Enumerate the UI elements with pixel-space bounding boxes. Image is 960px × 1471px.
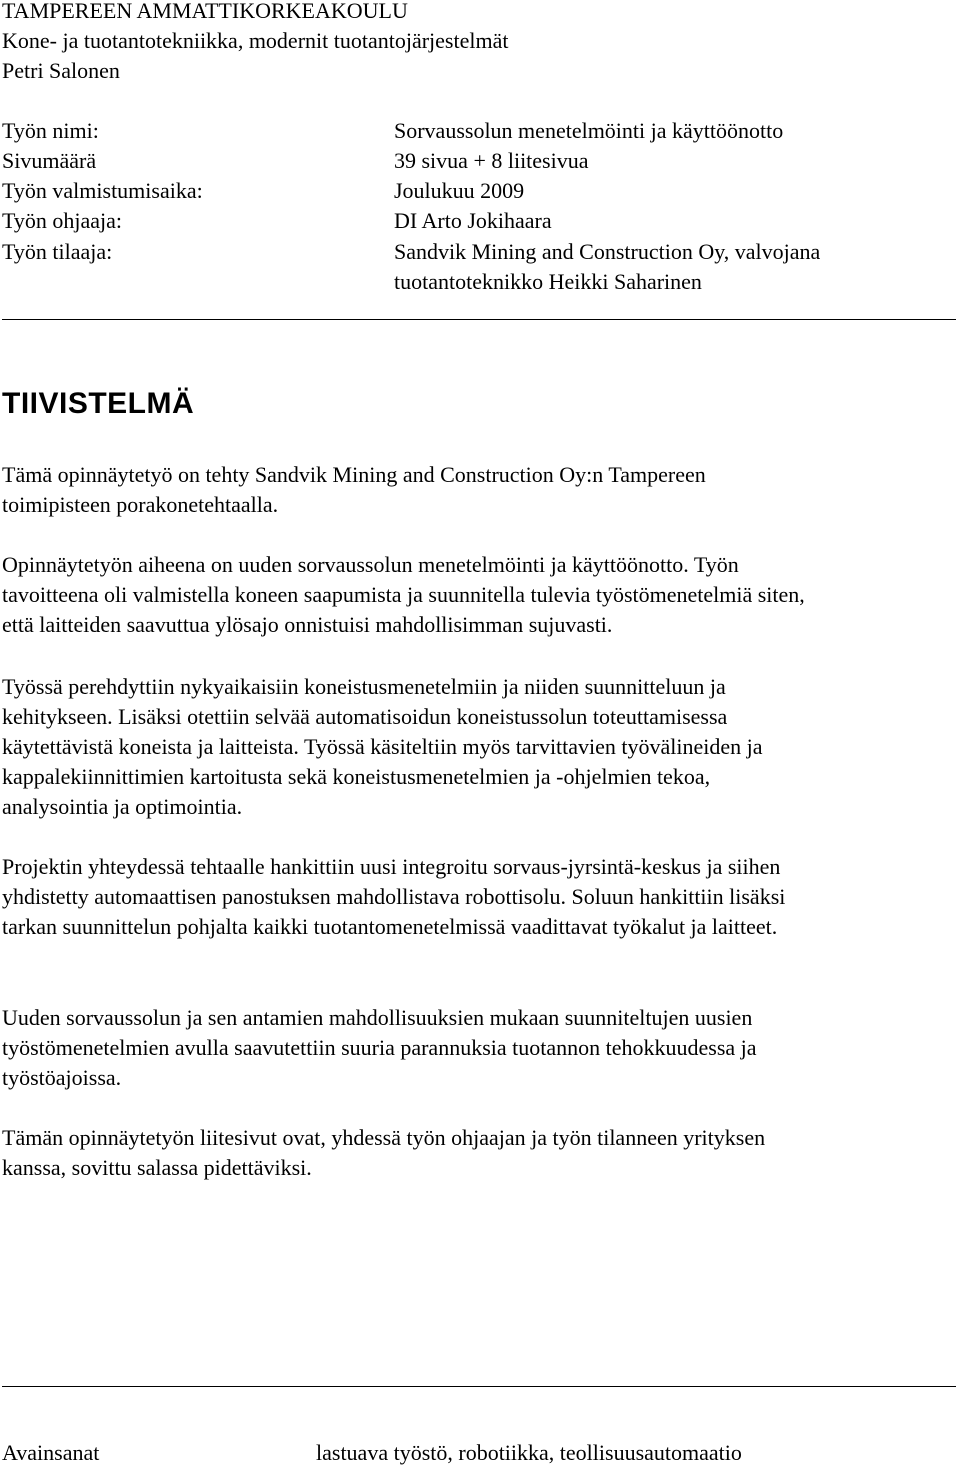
paragraph-line: Työssä perehdyttiin nykyaikaisiin koneistusmenetelmiin ja niiden suunnitteluun ja bbox=[2, 674, 726, 699]
meta-value-client: Sandvik Mining and Construction Oy, valvojana bbox=[394, 239, 821, 264]
divider-bottom bbox=[2, 1386, 956, 1387]
abstract-paragraph-3 bbox=[2, 672, 958, 822]
paragraph-line: Projektin yhteydessä tehtaalle hankittiin uusi integroitu sorvaus-jyrsintä-keskus ja siihen bbox=[2, 854, 781, 879]
paragraph-line: kanssa, sovittu salassa pidettäviksi. bbox=[2, 1155, 312, 1180]
paragraph-line: kehitykseen. Lisäksi otettiin selvää automatisoidun koneistussolun toteuttamisessa bbox=[2, 704, 728, 729]
paragraph-line: analysointia ja optimointia. bbox=[2, 794, 243, 819]
author-name: Petri Salonen bbox=[2, 58, 120, 83]
meta-value-title: Sorvaussolun menetelmöinti ja käyttöönotto bbox=[394, 118, 784, 143]
school-name: TAMPEREEN AMMATTIKORKEAKOULU bbox=[2, 0, 408, 23]
paragraph-line: Tämä opinnäytetyö on tehty Sandvik Mining and Construction Oy:n Tampereen bbox=[2, 462, 706, 487]
keywords-label: Avainsanat bbox=[2, 1440, 100, 1465]
divider-top bbox=[2, 319, 956, 320]
meta-value-pages: 39 sivua + 8 liitesivua bbox=[394, 148, 589, 173]
paragraph-line: tavoitteena oli valmistella koneen saapumista ja suunnitella tulevia työstömenetelmiä siten, bbox=[2, 582, 805, 607]
paragraph-line: yhdistetty automaattisen panostuksen mahdollistava robottisolu. Soluun hankittiin lisäksi bbox=[2, 884, 786, 909]
meta-label-client: Työn tilaaja: bbox=[2, 239, 113, 264]
abstract-paragraph-1 bbox=[2, 460, 958, 520]
paragraph-line: käytettävistä koneista ja laitteista. Työssä käsiteltiin myös tarvittavien työvälineiden ja bbox=[2, 734, 763, 759]
paragraph-line: Tämän opinnäytetyön liitesivut ovat, yhdessä työn ohjaajan ja työn tilanneen yrityksen bbox=[2, 1125, 766, 1150]
meta-label-completion: Työn valmistumisaika: bbox=[2, 178, 203, 203]
abstract-paragraph-5 bbox=[2, 1003, 958, 1093]
abstract-heading: TIIVISTELMÄ bbox=[2, 387, 195, 420]
degree-program: Kone- ja tuotantotekniikka, modernit tuotantojärjestelmät bbox=[2, 28, 509, 53]
paragraph-line: Uuden sorvaussolun ja sen antamien mahdollisuuksien mukaan suunniteltujen uusien bbox=[2, 1005, 753, 1030]
abstract-paragraph-4 bbox=[2, 852, 958, 942]
paragraph-line: tarkan suunnittelun pohjalta kaikki tuotantomenetelmissä vaadittavat työkalut ja laitteet. bbox=[2, 914, 778, 939]
paragraph-line: kappalekiinnittimien kartoitusta sekä koneistusmenetelmien ja -ohjelmien tekoa, bbox=[2, 764, 711, 789]
keywords-value: lastuava työstö, robotiikka, teollisuusautomaatio bbox=[316, 1440, 742, 1465]
meta-value-client-line2: tuotantoteknikko Heikki Saharinen bbox=[394, 269, 702, 294]
meta-label-title: Työn nimi: bbox=[2, 118, 99, 143]
paragraph-line: toimipisteen porakonetehtaalla. bbox=[2, 492, 279, 517]
meta-value-completion: Joulukuu 2009 bbox=[394, 178, 525, 203]
paragraph-line: että laitteiden saavuttua ylösajo onnistuisi mahdollisimman sujuvasti. bbox=[2, 612, 613, 637]
abstract-paragraph-6 bbox=[2, 1123, 958, 1183]
meta-value-supervisor: DI Arto Jokihaara bbox=[394, 208, 552, 233]
abstract-paragraph-2 bbox=[2, 550, 958, 640]
paragraph-line: Opinnäytetyön aiheena on uuden sorvaussolun menetelmöinti ja käyttöönotto. Työn bbox=[2, 552, 739, 577]
meta-label-pages: Sivumäärä bbox=[2, 148, 97, 173]
meta-label-supervisor: Työn ohjaaja: bbox=[2, 208, 123, 233]
paragraph-line: työstömenetelmien avulla saavutettiin suuria parannuksia tuotannon tehokkuudessa ja bbox=[2, 1035, 757, 1060]
paragraph-line: työstöajoissa. bbox=[2, 1065, 122, 1090]
